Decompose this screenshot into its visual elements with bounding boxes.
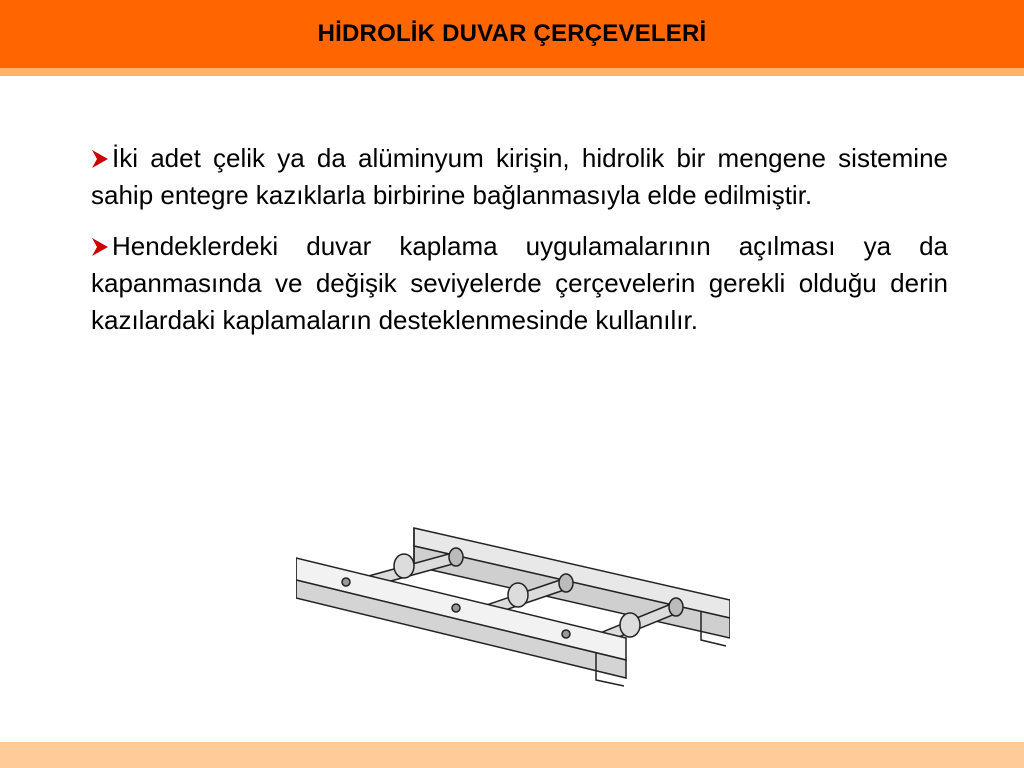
bullet-item <box>91 228 948 339</box>
bullet-text: İki adet çelik ya da alüminyum kirişin, hidrolik bir mengene sistemine sahip entegre kazıklarla birbirine bağlanmasıyla elde edilmiştir. <box>91 143 948 210</box>
title-underline <box>0 68 1024 76</box>
bullet-text: Hendeklerdeki duvar kaplama uygulamalarının açılması ya da kapanmasında ve değişik seviyelerde çerçevelerin gerekli olduğu derin kazılardaki kaplamaların desteklenmesinde kullanılır. <box>91 231 948 335</box>
arrow-bullet-icon <box>91 237 109 257</box>
arrow-bullet-icon <box>91 149 109 169</box>
title-bar <box>0 0 1024 68</box>
slide-title: HİDROLİK DUVAR ÇERÇEVELERİ <box>317 20 707 47</box>
hydraulic-frame-illustration <box>296 520 730 690</box>
bullet-item <box>91 140 948 214</box>
footer-bar <box>0 742 1024 768</box>
slide-content <box>91 140 948 353</box>
